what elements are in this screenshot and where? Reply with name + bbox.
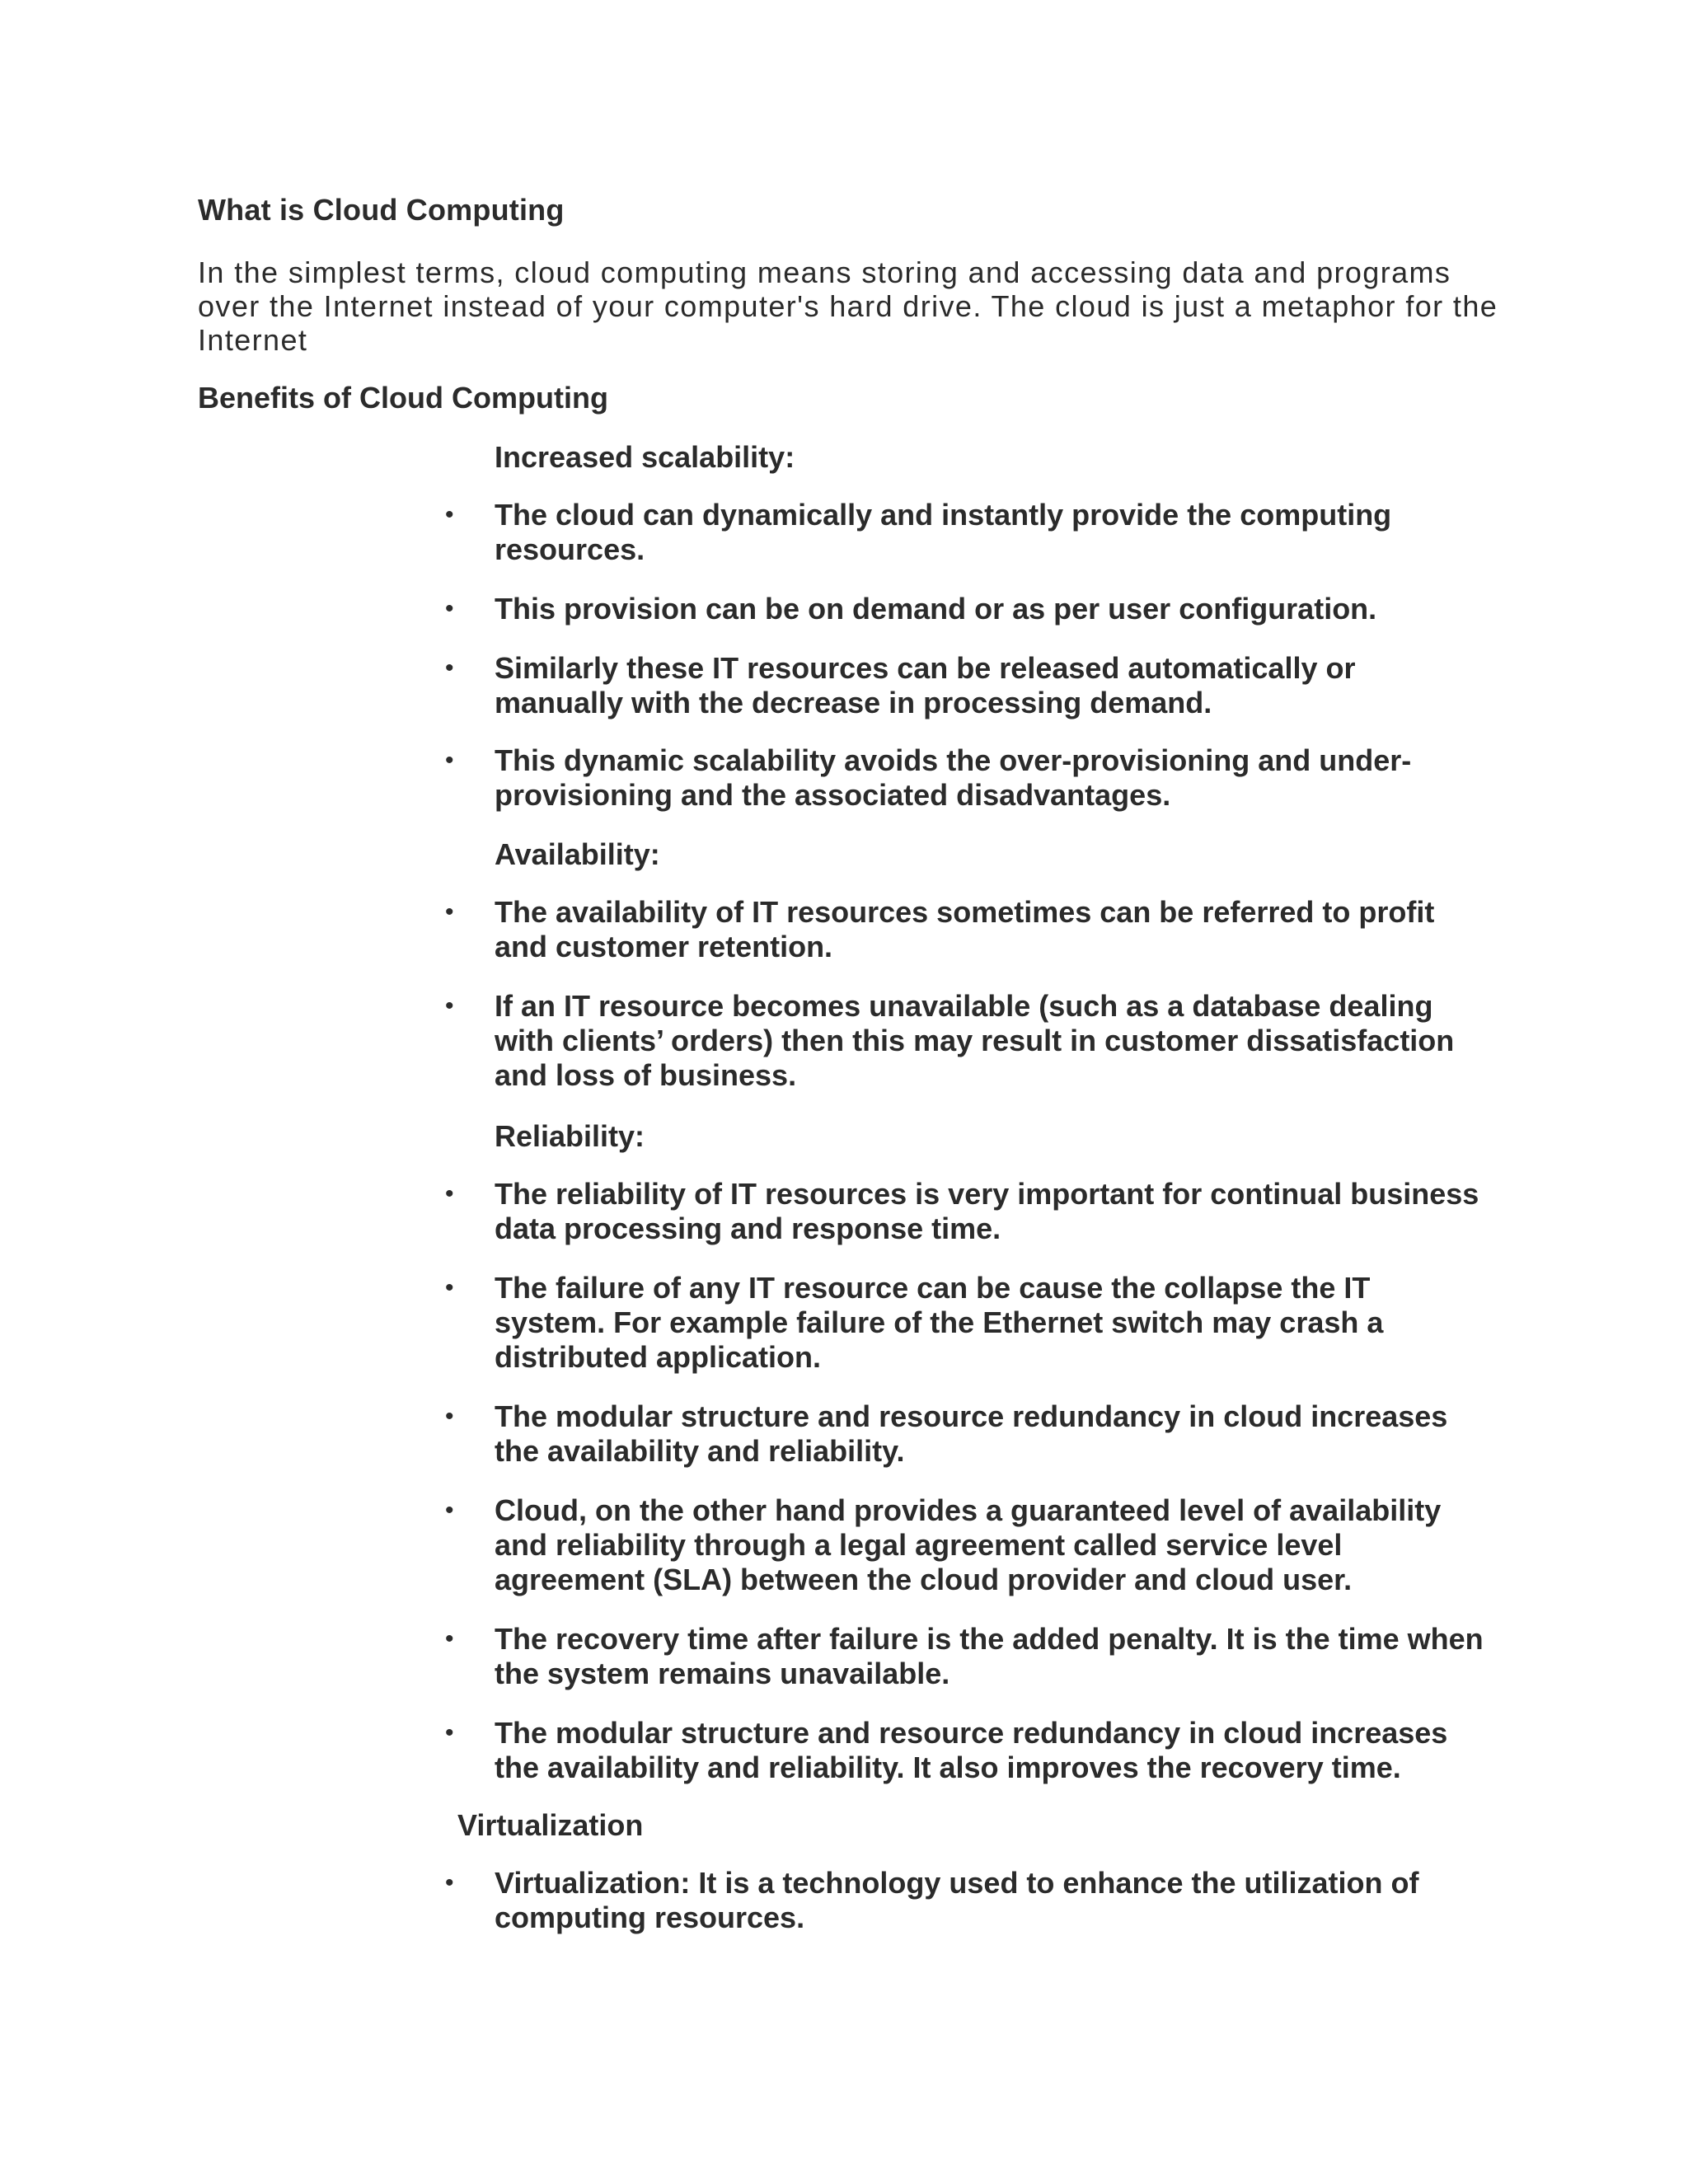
bullet-icon: • xyxy=(445,1403,454,1430)
list-item-text: The modular structure and resource redundancy in cloud increases the availability and reliability. It also improves the recovery time. xyxy=(495,1716,1448,1784)
list-item-text: The modular structure and resource redundancy in cloud increases the availability and reliability. xyxy=(495,1399,1448,1468)
list-item-text: The cloud can dynamically and instantly provide the computing resources. xyxy=(495,498,1392,566)
document-title: What is Cloud Computing xyxy=(198,193,565,227)
bullet-icon: • xyxy=(445,992,454,1019)
benefits-heading: Benefits of Cloud Computing xyxy=(198,381,608,415)
list-item-text: Virtualization: It is a technology used to enhance the utilization of computing resources. xyxy=(495,1866,1419,1934)
bullet-icon: • xyxy=(445,1497,454,1524)
list-item-text: Similarly these IT resources can be released automatically or manually with the decrease in processing demand. xyxy=(495,651,1356,719)
bullet-icon: • xyxy=(445,1719,454,1746)
list-item xyxy=(445,1271,1484,1375)
list-item xyxy=(445,1493,1484,1597)
list-item-text: If an IT resource becomes unavailable (such as a database dealing with clients’ orders) then this may result in customer dissatisfaction and loss of business. xyxy=(495,989,1455,1092)
bullet-icon: • xyxy=(445,595,454,622)
list-item-text: The availability of IT resources sometimes can be referred to profit and customer retention. xyxy=(495,895,1435,963)
list-item-text: This dynamic scalability avoids the over-provisioning and under-provisioning and the associated disadvantages. xyxy=(495,743,1412,812)
section-heading-virtualization: Virtualization xyxy=(457,1808,644,1842)
list-item xyxy=(445,1866,1484,1935)
section-heading-scalability: Increased scalability: xyxy=(495,440,795,474)
list-item xyxy=(445,1399,1484,1469)
list-item-text: The reliability of IT resources is very important for continual business data processing and response time. xyxy=(495,1177,1479,1245)
list-item xyxy=(445,989,1484,1093)
list-item xyxy=(445,895,1484,964)
list-item xyxy=(445,1716,1484,1785)
bullet-icon: • xyxy=(445,1274,454,1301)
list-item xyxy=(445,592,1484,626)
bullet-icon: • xyxy=(445,747,454,774)
bullet-icon: • xyxy=(445,1180,454,1207)
list-item-text: The failure of any IT resource can be cause the collapse the IT system. For example failure of the Ethernet switch may crash a distributed application. xyxy=(495,1271,1384,1374)
list-item xyxy=(445,498,1484,567)
bullet-icon: • xyxy=(445,501,454,528)
intro-paragraph: In the simplest terms, cloud computing means storing and accessing data and programs over the Internet instead of your computer's hard drive. The cloud is just a metaphor for the Internet xyxy=(198,255,1498,357)
bullet-icon: • xyxy=(445,898,454,926)
section-heading-reliability: Reliability: xyxy=(495,1119,645,1153)
list-item xyxy=(445,1622,1484,1691)
list-item-text: The recovery time after failure is the added penalty. It is the time when the system remains unavailable. xyxy=(495,1622,1484,1690)
list-item-text: This provision can be on demand or as per user configuration. xyxy=(495,592,1377,626)
list-item xyxy=(445,743,1484,813)
list-item-text: Cloud, on the other hand provides a guaranteed level of availability and reliability through a legal agreement called service level agreement (SLA) between the cloud provider and cloud user. xyxy=(495,1493,1442,1596)
section-heading-availability: Availability: xyxy=(495,837,660,871)
list-item xyxy=(445,1177,1484,1246)
bullet-icon: • xyxy=(445,654,454,682)
bullet-icon: • xyxy=(445,1869,454,1896)
bullet-icon: • xyxy=(445,1625,454,1652)
list-item xyxy=(445,651,1484,720)
